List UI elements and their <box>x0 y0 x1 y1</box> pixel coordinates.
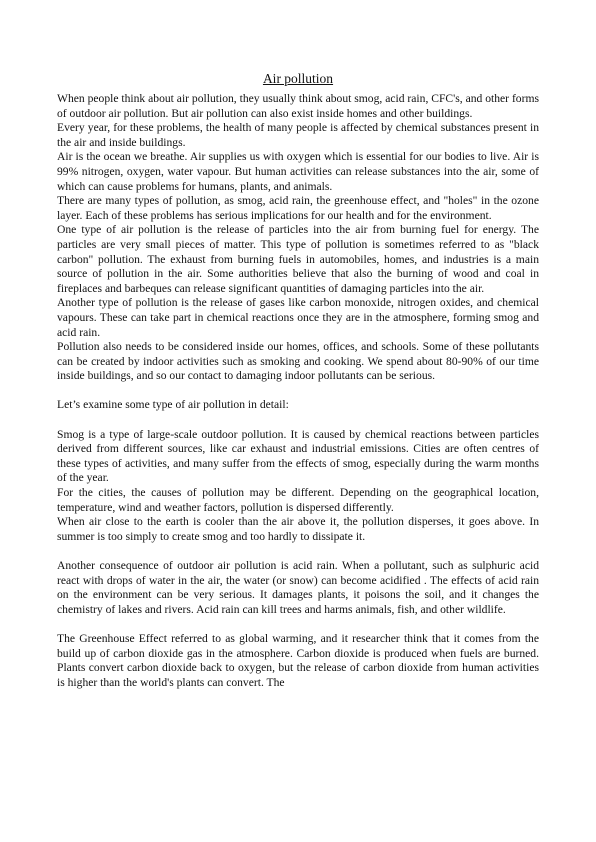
paragraph-cities: For the cities, the causes of pollution may be different. Depending on the geographical location, temperature, wind and weather factors, pollution is dispersed differently. <box>57 486 539 514</box>
paragraph-spacer <box>57 544 539 559</box>
paragraph-gases: Another type of pollution is the release of gases like carbon monoxide, nitrogen oxides, and chemical vapours. These can take part in chemical reactions once they are in the atmosphere, forming smog and acid rain. <box>57 296 539 339</box>
paragraph-smog: Smog is a type of large-scale outdoor pollution. It is caused by chemical reactions between particles derived from different sources, like car exhaust and industrial emissions. Cities are often centres of these types of activities, and many suffer from the effects of smog, especially during the warm months of the year. <box>57 427 539 485</box>
document-title: Air pollution <box>262 71 334 86</box>
paragraph-spacer <box>57 384 539 399</box>
paragraph-examine: Let’s examine some type of air pollution in detail: <box>57 398 289 412</box>
paragraph-types: There are many types of pollution, as smog, acid rain, the greenhouse effect, and "holes" in the ozone layer. Each of these problems has serious implications for our health and for the environment. <box>57 194 539 222</box>
paragraph-spacer <box>57 617 539 632</box>
paragraph-dispersion: When air close to the earth is cooler than the air above it, the pollution disperses, it goes above. In summer is too simply to create smog and too hardly to dissipate it. <box>57 515 539 543</box>
paragraph-particles: One type of air pollution is the release of particles into the air from burning fuel for energy. The particles are very small pieces of matter. This type of pollution is sometimes referred to as "black carbon" pollution. The exhaust from burning fuels in automobiles, homes, and industries is a main source of pollution in the air. Some authorities believe that also the burning of wood and coal in fireplaces and barbeques can release significant quantities of damaging particles into the air. <box>57 223 539 295</box>
document-page <box>57 70 539 690</box>
paragraph-air-ocean: Air is the ocean we breathe. Air supplies us with oxygen which is essential for our bodies to live. Air is 99% nitrogen, oxygen, water vapour. But human activities can release substances into the air, some of which can cause problems for humans, plants, and animals. <box>57 150 539 193</box>
paragraph-intro: When people think about air pollution, they usually think about smog, acid rain, CFC's, and other forms of outdoor air pollution. But air pollution can also exist inside homes and other buildings. <box>57 92 539 120</box>
paragraph-indoor: Pollution also needs to be considered inside our homes, offices, and schools. Some of these pollutants can be created by indoor activities such as smoking and cooking. We spend about 80-90% of our time inside buildings, and so our contact to damaging indoor pollutants can be serious. <box>57 340 539 383</box>
paragraph-greenhouse: The Greenhouse Effect referred to as global warming, and it researcher think that it comes from the build up of carbon dioxide gas in the atmosphere. Carbon dioxide is produced when fuels are burned. Plants convert carbon dioxide back to oxygen, but the release of carbon dioxide from human activities is higher than the world's plants can convert. The <box>57 631 539 689</box>
paragraph-spacer <box>57 413 539 428</box>
paragraph-acid-rain: Another consequence of outdoor air pollution is acid rain. When a pollutant, such as sulphuric acid react with drops of water in the air, the water (or snow) can become acidified . The effects of acid rain on the environment can be very serious. It damages plants, it poisons the soil, and it changes the chemistry of lakes and rivers. Acid rain can kill trees and harms animals, fish, and other wildlife. <box>57 559 539 616</box>
paragraph-health: Every year, for these problems, the health of many people is affected by chemical substances present in the air and inside buildings. <box>57 121 539 149</box>
